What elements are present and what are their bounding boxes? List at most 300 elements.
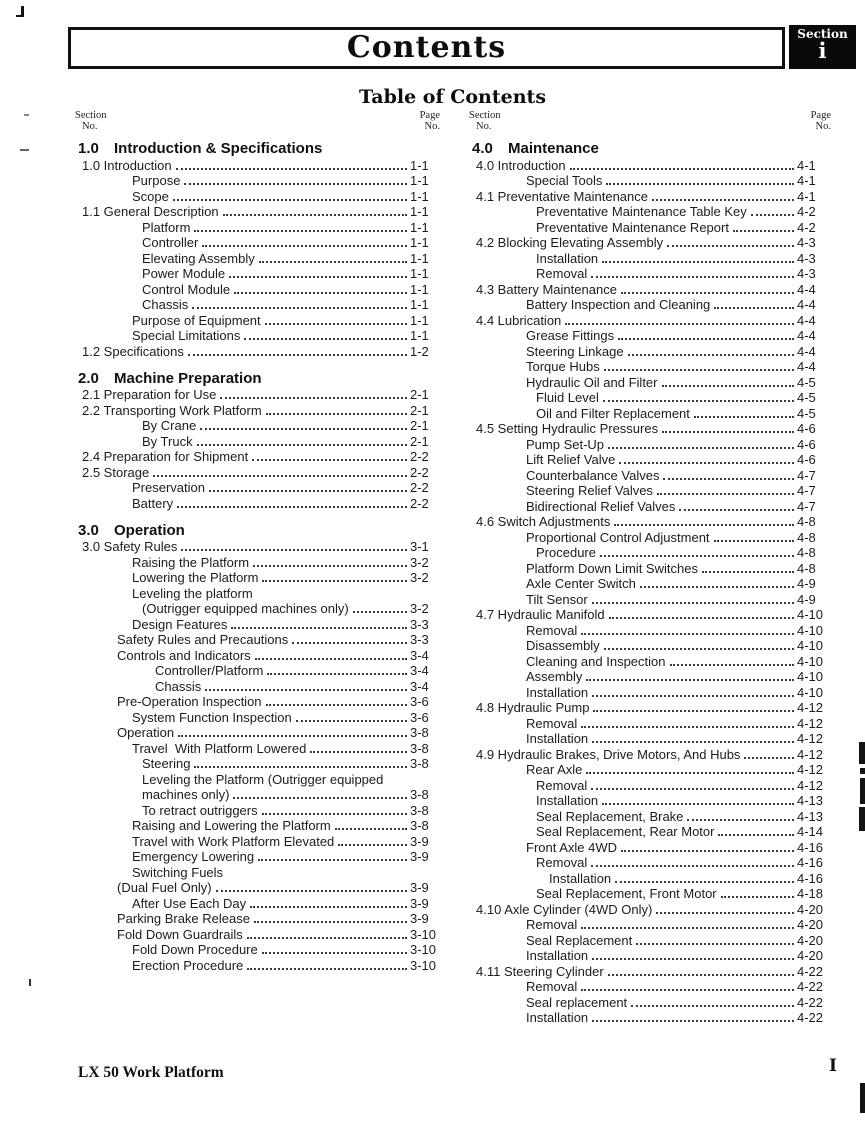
page-title: Contents (346, 30, 507, 65)
dot-leader (266, 704, 407, 706)
toc-entry (75, 387, 440, 403)
page-number: 4-9 (797, 591, 816, 607)
toc-entry-label: Travel with Work Platform Elevated (132, 833, 335, 849)
page-number: 1-1 (410, 157, 429, 173)
section-heading: 3.0 Operation (78, 521, 185, 539)
dot-leader (216, 890, 407, 892)
toc-entry (469, 591, 831, 607)
dot-leader (194, 766, 407, 768)
dot-leader (250, 906, 407, 908)
page-number: 4-7 (797, 498, 816, 514)
page-number: 3-9 (410, 880, 429, 895)
page-no-label: No. (424, 121, 440, 132)
page-number: 4-6 (797, 421, 816, 436)
toc-entry (469, 746, 831, 762)
dot-leader (177, 506, 407, 508)
section-heading: 4.0 Maintenance (472, 140, 599, 157)
toc-entry-label: 4.3 Battery Maintenance (476, 281, 617, 297)
scan-artifact (24, 114, 29, 116)
section-no-header (75, 110, 107, 140)
toc-entry (75, 802, 440, 818)
dot-leader (592, 958, 794, 960)
page-number: 4-4 (797, 281, 816, 297)
dot-leader (614, 524, 794, 526)
toc-entry (75, 204, 440, 220)
page-number: 4-18 (797, 886, 824, 901)
toc-entry (469, 638, 831, 654)
toc-entry (469, 560, 831, 576)
dot-leader (173, 199, 407, 201)
toc-entry-label: 4.2 Blocking Elevating Assembly (476, 235, 664, 250)
page-number: 2-2 (410, 464, 429, 480)
dot-leader (751, 214, 794, 216)
page-number: 4-13 (797, 808, 824, 824)
toc-entry-label: Scope (132, 188, 169, 204)
toc-entry (469, 266, 831, 282)
toc-entry-label: Power Module (142, 266, 226, 281)
dot-leader (247, 937, 407, 939)
dot-leader (252, 459, 407, 461)
dot-leader (296, 720, 407, 722)
page-number: 3-6 (410, 694, 429, 709)
dot-leader (721, 896, 794, 898)
toc-entry (469, 297, 831, 313)
dot-leader (619, 462, 794, 464)
toc-entry (469, 653, 831, 669)
page-number: 3-8 (410, 787, 429, 802)
page-number: 4-10 (797, 684, 824, 700)
toc-entry-label: Counterbalance Valves (526, 467, 660, 483)
page-number: 1-1 (410, 328, 429, 343)
dot-leader (714, 307, 794, 309)
toc-entry (469, 932, 831, 948)
page-number: 4-12 (797, 746, 824, 762)
dot-leader (657, 493, 794, 495)
toc-entry-label: Special Tools (526, 173, 603, 188)
page-number: 3-8 (410, 725, 429, 740)
toc-entry-label: Controller/Platform (155, 663, 264, 678)
dot-leader (602, 803, 794, 805)
toc-entry-label: Steering Relief Valves (526, 483, 653, 498)
page-number: 2-1 (410, 418, 429, 433)
scan-artifact (29, 979, 31, 986)
toc-entry-label: (Outrigger equipped machines only) (142, 601, 349, 616)
toc-entry-label: Procedure (536, 545, 596, 560)
toc-entry-label: 1.0 Introduction (82, 157, 172, 173)
toc-entry-label: 2.1 Preparation for Use (82, 387, 217, 402)
page-number: 4-1 (797, 157, 816, 173)
page-number: 3-8 (410, 818, 429, 833)
toc-entry-label: Installation (536, 250, 599, 266)
page-number: 4-4 (797, 297, 816, 312)
toc-entry (469, 374, 831, 390)
toc-entry-label: Removal (536, 777, 588, 793)
toc-entry-label: Steering (142, 756, 191, 771)
toc-entry (469, 855, 831, 871)
dot-leader (667, 245, 794, 247)
scan-artifact (859, 742, 865, 764)
toc-entry (75, 157, 440, 173)
toc-entry (75, 616, 440, 632)
toc-entry (75, 895, 440, 911)
page-number: 4-10 (797, 607, 824, 622)
scan-artifact (860, 1083, 865, 1113)
dot-leader (202, 245, 407, 247)
toc-entry-label: 4.9 Hydraulic Brakes, Drive Motors, And Hubs (476, 746, 741, 762)
toc-entry-label: Oil and Filter Replacement (536, 405, 690, 421)
page-number: 4-3 (797, 266, 816, 281)
toc-entry (75, 281, 440, 297)
toc-entry (469, 948, 831, 964)
dot-leader (335, 828, 407, 830)
page-number: 4-7 (797, 467, 816, 483)
dot-leader (600, 555, 794, 557)
dot-leader (262, 952, 407, 954)
toc-entry-label: Removal (536, 855, 588, 870)
toc-column-right-body (469, 140, 831, 1025)
toc-entry (75, 297, 440, 313)
toc-entry-label: Raising and Lowering the Platform (132, 818, 331, 833)
dot-leader (254, 921, 407, 923)
toc-entry-label: Battery Inspection and Cleaning (526, 297, 711, 312)
toc-entry-label: 4.7 Hydraulic Manifold (476, 607, 605, 622)
dot-leader (266, 413, 407, 415)
toc-entry-label: By Truck (142, 433, 193, 449)
toc-entry (469, 483, 831, 499)
toc-entry (75, 911, 440, 927)
page-number: 3-3 (410, 616, 429, 632)
dot-leader (194, 230, 407, 232)
page-number: 4-20 (797, 901, 824, 917)
toc-entry-label: 2.4 Preparation for Shipment (82, 449, 249, 464)
toc-entry-label: 2.5 Storage (82, 464, 150, 480)
toc-entry-label: Removal (536, 266, 588, 281)
dot-leader (188, 354, 407, 356)
section-no-header (469, 110, 501, 140)
toc-entry (469, 607, 831, 623)
dot-leader (153, 475, 407, 477)
dot-leader (609, 617, 794, 619)
page-number: 3-10 (410, 957, 437, 973)
page-number: 3-4 (410, 647, 429, 663)
dot-leader (656, 912, 794, 914)
page-number: 4-10 (797, 638, 824, 653)
dot-leader (184, 183, 407, 185)
toc-entry (469, 498, 831, 514)
toc-entry (75, 864, 440, 880)
dot-leader (592, 695, 794, 697)
dot-leader (621, 850, 794, 852)
toc-entry (469, 979, 831, 995)
toc-entry (75, 554, 440, 570)
page-number: 3-2 (410, 601, 429, 616)
toc-entry (469, 917, 831, 933)
page-number: 3-8 (410, 740, 429, 756)
toc-entry-label: Pre-Operation Inspection (117, 694, 262, 709)
toc-entry-label: Travel With Platform Lowered (132, 740, 307, 756)
toc-entry (75, 880, 440, 896)
toc-entry-label: Erection Procedure (132, 957, 244, 973)
toc-entry-label: Leveling the Platform (Outrigger equipped (142, 771, 384, 787)
page-number: 4-12 (797, 762, 824, 777)
toc-entry-label: 2.2 Transporting Work Platform (82, 402, 262, 418)
toc-entry-label: Removal (526, 979, 578, 994)
toc-entry (469, 188, 831, 204)
dot-leader (591, 276, 794, 278)
toc-title: Table of Contents (358, 86, 547, 108)
toc-entry-label: By Crane (142, 418, 197, 433)
toc-entry-label: 4.0 Introduction (476, 157, 566, 173)
dot-leader (253, 565, 407, 567)
page-number: 4-20 (797, 948, 824, 963)
toc-entry-label: 1.2 Specifications (82, 343, 184, 359)
toc-entry (469, 870, 831, 886)
toc-entry (469, 343, 831, 359)
dot-leader (258, 859, 407, 861)
page-header-label: Page (419, 110, 440, 121)
dot-leader (570, 168, 794, 170)
dot-leader (353, 611, 407, 613)
page-number: 1-1 (410, 266, 429, 281)
toc-entry-label: Steering Linkage (526, 343, 624, 359)
toc-entry-label: 4.5 Setting Hydraulic Pressures (476, 421, 659, 436)
toc-entry-label: Grease Fittings (526, 328, 615, 343)
toc-entry-label: Leveling the platform (132, 585, 253, 601)
dot-leader (192, 307, 407, 309)
page-number: 4-4 (797, 343, 816, 359)
section-header-label: Section (469, 110, 501, 121)
toc-entry (75, 709, 440, 725)
toc-entry (75, 957, 440, 973)
page-number: 4-6 (797, 436, 816, 452)
page-number: 4-3 (797, 235, 816, 250)
page-number: 2-1 (410, 402, 429, 418)
dot-leader (615, 881, 794, 883)
toc-entry-label: Controller (142, 235, 199, 250)
dot-leader (265, 323, 407, 325)
page-number: 3-4 (410, 663, 429, 678)
toc-entry (469, 173, 831, 189)
toc-entry-label: Front Axle 4WD (526, 839, 618, 855)
page-number: 4-8 (797, 529, 816, 545)
dot-leader (244, 338, 407, 340)
toc-entry (75, 725, 440, 741)
toc-entry (469, 622, 831, 638)
page-number: 4-2 (797, 219, 816, 235)
toc-entry (469, 359, 831, 375)
toc-entry (75, 849, 440, 865)
page-number: 3-9 (410, 833, 429, 849)
dot-leader (628, 354, 794, 356)
page-number: 3-9 (410, 849, 429, 864)
page-header-label: Page (810, 110, 831, 121)
toc-entry (469, 762, 831, 778)
toc-entry (75, 663, 440, 679)
toc-entry-label: Torque Hubs (526, 359, 600, 374)
toc-entry (75, 942, 440, 958)
toc-entry-label: Chassis (142, 297, 189, 312)
toc-entry (469, 529, 831, 545)
page-number: 1-1 (410, 204, 429, 219)
toc-entry-label: 4.6 Switch Adjustments (476, 514, 611, 529)
page-number: 3-6 (410, 709, 429, 725)
dot-leader (181, 549, 407, 551)
toc-entry (75, 188, 440, 204)
toc-entry-label: Seal Replacement, Front Motor (536, 886, 717, 901)
section-no-label: No. (476, 121, 492, 132)
page-number: 3-2 (410, 554, 429, 570)
section-badge-label: Section (797, 27, 848, 41)
page-number: 3-9 (410, 911, 429, 926)
toc-entry-label: 3.0 Safety Rules (82, 539, 178, 554)
toc-entry-label: Special Limitations (132, 328, 241, 343)
dot-leader (338, 844, 407, 846)
toc-entry (75, 328, 440, 344)
dot-leader (234, 292, 407, 294)
toc-entry (469, 839, 831, 855)
toc-entry-label: Switching Fuels (132, 864, 224, 880)
page-number: 4-1 (797, 188, 816, 204)
dot-leader (744, 757, 794, 759)
page-number: 4-22 (797, 963, 824, 979)
toc-entry (75, 495, 440, 511)
dot-leader (247, 968, 407, 970)
toc-entry (469, 886, 831, 902)
page-number: 4-16 (797, 870, 824, 886)
toc-entry (469, 250, 831, 266)
page-number: 4-12 (797, 777, 824, 793)
toc-entry-label: Proportional Control Adjustment (526, 529, 710, 545)
toc-entry-label: 4.11 Steering Cylinder (476, 963, 604, 979)
section-badge (789, 25, 856, 69)
dot-leader (592, 741, 794, 743)
page-number: 3-10 (410, 942, 437, 957)
page-number: 3-8 (410, 756, 429, 771)
section-header-label: Section (75, 110, 107, 121)
toc-entry-label: Seal Replacement (526, 932, 633, 948)
page-number: 3-10 (410, 926, 437, 942)
page-no-label: No. (815, 121, 831, 132)
toc-entry-label: Raising the Platform (132, 554, 250, 570)
footer-document-title: LX 50 Work Platform (78, 1064, 224, 1081)
dot-leader (223, 214, 407, 216)
dot-leader (581, 927, 794, 929)
dot-leader (292, 642, 407, 644)
toc-entry-label: 4.8 Hydraulic Pump (476, 700, 590, 715)
toc-entry (469, 777, 831, 793)
toc-entry (469, 452, 831, 468)
toc-entry (469, 793, 831, 809)
toc-entry-label: Cleaning and Inspection (526, 653, 666, 669)
page-number: 2-1 (410, 387, 429, 402)
toc-entry (75, 787, 440, 803)
toc-entry-label: Parking Brake Release (117, 911, 250, 926)
toc-entry-label: To retract outriggers (142, 802, 258, 818)
toc-entry-label: Purpose (132, 173, 181, 188)
page-number: 4-12 (797, 731, 824, 746)
page-number: 2-2 (410, 495, 429, 511)
toc-entry-label: Axle Center Switch (526, 576, 636, 591)
toc-entry (469, 390, 831, 406)
dot-leader (229, 276, 407, 278)
dot-leader (255, 658, 407, 660)
dot-leader (591, 865, 794, 867)
page-number: 1-1 (410, 235, 429, 250)
toc-column-left-body (75, 140, 440, 973)
page-number: 3-3 (410, 632, 429, 647)
toc-entry (469, 405, 831, 421)
dot-leader (663, 478, 794, 480)
dot-leader (176, 168, 407, 170)
toc-entry-label: Control Module (142, 281, 231, 297)
dot-leader (662, 431, 794, 433)
dot-leader (621, 292, 794, 294)
page-number: 2-1 (410, 433, 429, 449)
dot-leader (714, 540, 794, 542)
toc-entry (75, 740, 440, 756)
toc-entry-label: System Function Inspection (132, 709, 292, 725)
page-number: 4-4 (797, 312, 816, 328)
toc-entry-label: Preventative Maintenance Report (536, 219, 729, 235)
toc-entry-label: After Use Each Day (132, 895, 247, 911)
toc-entry-label: Seal Replacement, Brake (536, 808, 684, 824)
dot-leader (603, 400, 794, 402)
page-number: 4-8 (797, 545, 816, 560)
scan-artifact (860, 778, 865, 804)
dot-leader (636, 943, 794, 945)
section-no-label: No. (82, 121, 98, 132)
dot-leader (581, 989, 794, 991)
page-number: 4-5 (797, 390, 816, 405)
toc-entry (75, 647, 440, 663)
dot-leader (220, 397, 407, 399)
toc-entry-label: 1.1 General Description (82, 204, 219, 219)
page-number: 4-10 (797, 622, 824, 638)
toc-entry-label: Platform Down Limit Switches (526, 560, 698, 576)
toc-entry-label: Design Features (132, 616, 228, 632)
page-no-header (811, 110, 831, 140)
page-number: 4-3 (797, 250, 816, 266)
page-number: 1-1 (410, 173, 429, 188)
toc-entry-label: Tilt Sensor (526, 591, 588, 607)
page-number: 2-2 (410, 480, 429, 495)
toc-entry (469, 700, 831, 716)
toc-entry (75, 818, 440, 834)
page-number: 4-14 (797, 824, 824, 839)
toc-entry (75, 312, 440, 328)
page-number: 3-9 (410, 895, 429, 911)
toc-entry (75, 632, 440, 648)
page-number: 4-10 (797, 653, 824, 669)
dot-leader (679, 509, 794, 511)
toc-entry (469, 157, 831, 173)
toc-entry (75, 433, 440, 449)
toc-entry (75, 833, 440, 849)
toc-entry (469, 1010, 831, 1026)
toc-entry (469, 436, 831, 452)
section-heading: 1.0 Introduction & Specifications (78, 140, 323, 157)
dot-leader (591, 788, 794, 790)
dot-leader (606, 183, 794, 185)
toc-entry-label: Pump Set-Up (526, 436, 605, 452)
toc-entry (469, 994, 831, 1010)
toc-entry-label: Seal Replacement, Rear Motor (536, 824, 715, 839)
page-number: 3-2 (410, 570, 429, 585)
dot-leader (262, 813, 407, 815)
column-header (75, 110, 440, 140)
dot-leader (259, 261, 407, 263)
toc-entry-label: Safety Rules and Precautions (117, 632, 289, 647)
